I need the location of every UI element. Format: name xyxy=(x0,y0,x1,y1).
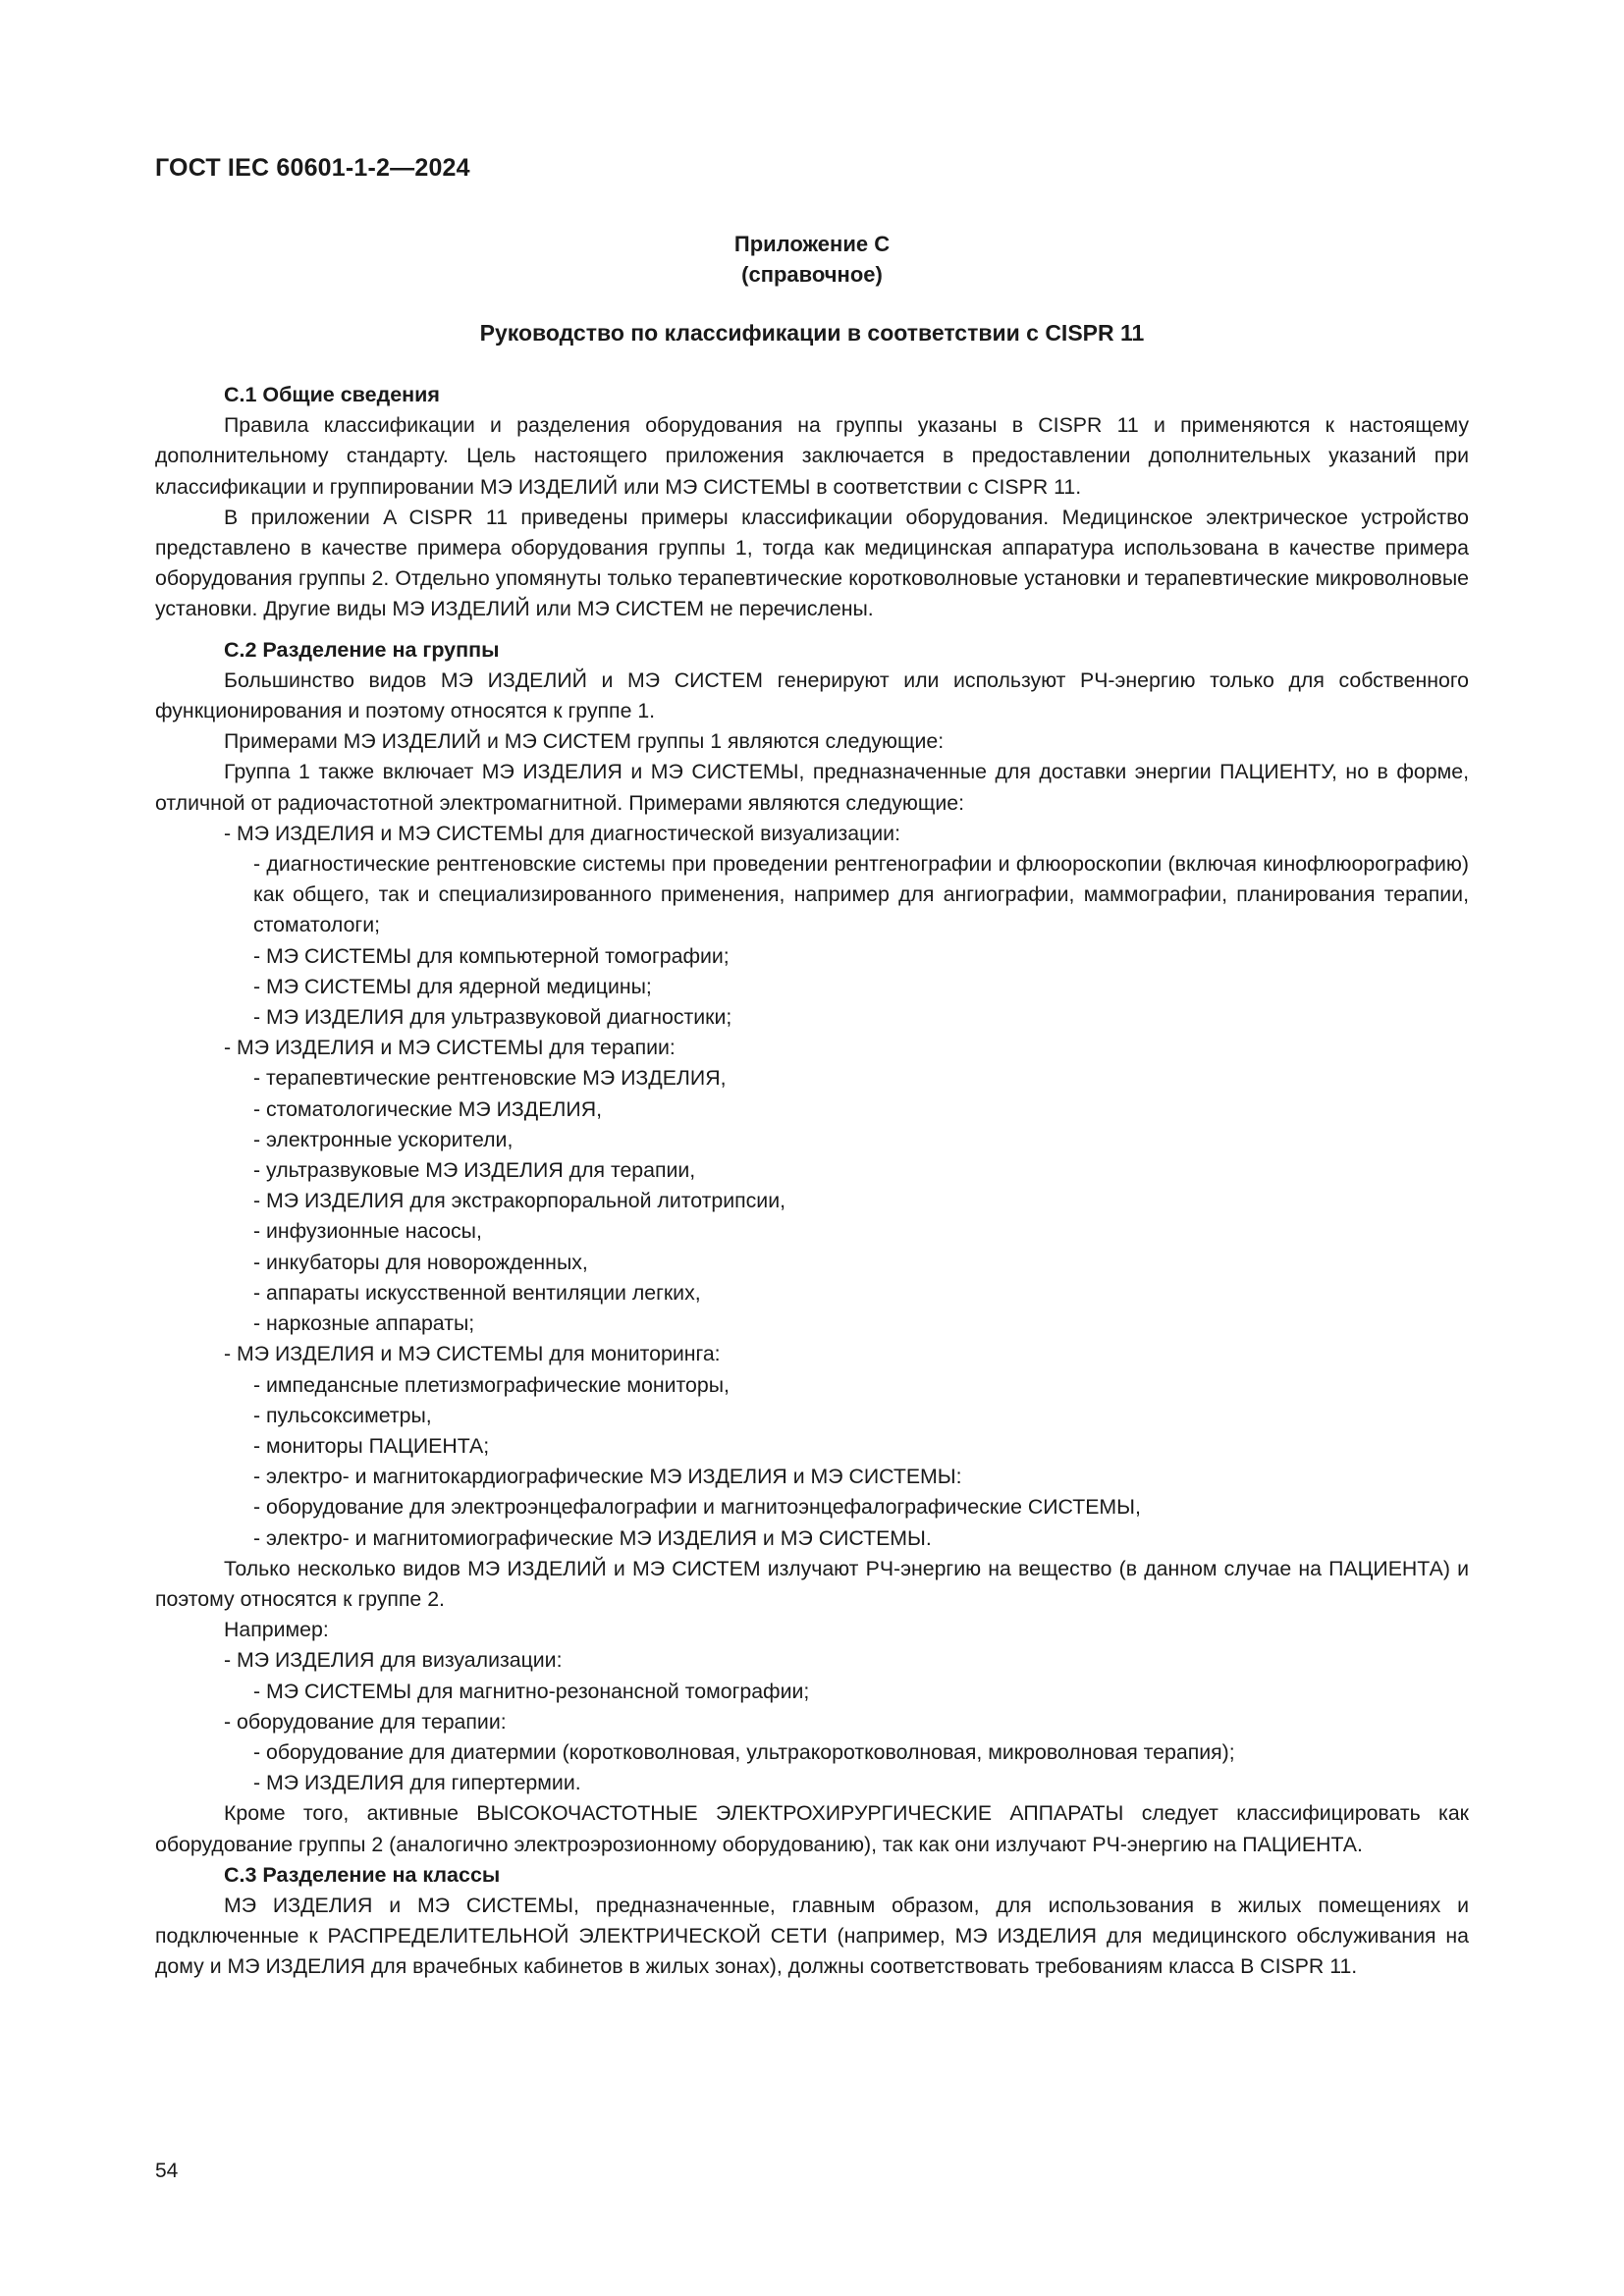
list-label: - МЭ ИЗДЕЛИЯ и МЭ СИСТЕМЫ для терапии: xyxy=(224,1036,676,1060)
list-item: - стоматологические МЭ ИЗДЕЛИЯ, xyxy=(253,1096,603,1121)
paragraph: Только несколько видов МЭ ИЗДЕЛИЙ и МЭ СИСТЕМ излучают РЧ-энергию на вещество (в данном случае на ПАЦИЕНТА) и поэтому относятся к группе 2. xyxy=(155,1556,1469,1611)
list-item: - электро- и магнитокардиографические МЭ ИЗДЕЛИЯ и МЭ СИСТЕМЫ: xyxy=(253,1465,962,1489)
list-item: - наркозные аппараты; xyxy=(253,1311,475,1336)
section-c2-heading: C.2 Разделение на группы xyxy=(224,637,500,662)
list-item: - импедансные плетизмографические мониторы, xyxy=(253,1372,730,1397)
list-item: - МЭ ИЗДЕЛИЯ для экстракорпоральной литотрипсии, xyxy=(253,1189,786,1213)
list-item: - МЭ ИЗДЕЛИЯ для ультразвуковой диагностики; xyxy=(253,1005,732,1030)
paragraph: Кроме того, активные ВЫСОКОЧАСТОТНЫЕ ЭЛЕКТРОХИРУРГИЧЕСКИЕ АППАРАТЫ следует классифицировать как оборудование группы 2 (аналогично электроэрозионному оборудованию), так как они излучают РЧ-энергию на ПАЦИЕНТА. xyxy=(155,1801,1469,1856)
list-item: - оборудование для электроэнцефалографии и магнитоэнцефалографические СИСТЕМЫ, xyxy=(253,1495,1141,1520)
section-c3-heading: C.3 Разделение на классы xyxy=(224,1862,501,1887)
list-item: - МЭ СИСТЕМЫ для ядерной медицины; xyxy=(253,974,652,998)
paragraph: Примерами МЭ ИЗДЕЛИЙ и МЭ СИСТЕМ группы 1 являются следующие: xyxy=(224,729,945,754)
document-code: ГОСТ IEC 60601-1-2—2024 xyxy=(155,154,470,182)
list-item: - инкубаторы для новорожденных, xyxy=(253,1250,588,1274)
paragraph: В приложении A CISPR 11 приведены примеры классификации оборудования. Медицинское электрическое устройство представлено в качестве примера оборудования группы 1, тогда как медицинская аппаратура использована в качестве примера оборудования группы 2. Отдельно упомянуты только терапевтические коротковолновые установки и терапевтические микроволновые установки. Другие виды МЭ ИЗДЕЛИЙ или МЭ СИСТЕМ не перечислены. xyxy=(155,505,1469,621)
annex-title: Руководство по классификации в соответствии с CISPR 11 xyxy=(479,320,1145,346)
list-item: - диагностические рентгеновские системы при проведении рентгенографии и флюороскопии (включая кинофлюорографию) как общего, так и специализированного применения, например для ангиографии, маммографии, планирования терапии, стоматологи; xyxy=(253,852,1469,937)
list-item: - мониторы ПАЦИЕНТА; xyxy=(253,1433,490,1458)
list-label: - МЭ ИЗДЕЛИЯ и МЭ СИСТЕМЫ для диагностической визуализации: xyxy=(224,821,900,845)
list-item: - МЭ СИСТЕМЫ для магнитно-резонансной томографии; xyxy=(253,1679,810,1703)
list-item: - ультразвуковые МЭ ИЗДЕЛИЯ для терапии, xyxy=(253,1158,696,1183)
list-label: - МЭ ИЗДЕЛИЯ для визуализации: xyxy=(224,1648,563,1673)
paragraph: МЭ ИЗДЕЛИЯ и МЭ СИСТЕМЫ, предназначенные, главным образом, для использования в жилых помещениях и подключенные к РАСПРЕДЕЛИТЕЛЬНОЙ ЭЛЕКТРИЧЕСКОЙ СЕТИ (например, МЭ ИЗДЕЛИЯ для медицинского обслуживания на дому и МЭ ИЗДЕЛИЯ для врачебных кабинетов в жилых зонах), должны соответствовать требованиям класса B CISPR 11. xyxy=(155,1893,1469,1979)
annex-heading xyxy=(0,229,1624,290)
list-item: - терапевтические рентгеновские МЭ ИЗДЕЛИЯ, xyxy=(253,1066,727,1091)
list-label: - МЭ ИЗДЕЛИЯ и МЭ СИСТЕМЫ для мониторинга: xyxy=(224,1342,721,1366)
list-item: - МЭ СИСТЕМЫ для компьютерной томографии; xyxy=(253,943,730,968)
paragraph: Большинство видов МЭ ИЗДЕЛИЙ и МЭ СИСТЕМ генерируют или используют РЧ-энергию только для собственного функционирования и поэтому относятся к группе 1. xyxy=(155,667,1469,723)
list-label: - оборудование для терапии: xyxy=(224,1709,507,1734)
annex-type: (справочное) xyxy=(741,262,883,287)
paragraph: Правила классификации и разделения оборудования на группы указаны в CISPR 11 и применяются к настоящему дополнительному стандарту. Цель настоящего приложения заключается в предоставлении дополнительных указаний при классификации и группировании МЭ ИЗДЕЛИЙ или МЭ СИСТЕМЫ в соответствии с CISPR 11. xyxy=(155,413,1469,499)
page-number: 54 xyxy=(155,2160,179,2182)
annex-label: Приложение C xyxy=(733,232,891,256)
paragraph: Например: xyxy=(224,1618,329,1642)
list-item: - МЭ ИЗДЕЛИЯ для гипертермии. xyxy=(253,1771,581,1795)
list-item: - инфузионные насосы, xyxy=(253,1219,482,1244)
list-item: - пульсоксиметры, xyxy=(253,1403,432,1427)
section-c1-heading: C.1 Общие сведения xyxy=(224,383,440,406)
list-item: - электро- и магнитомиографические МЭ ИЗДЕЛИЯ и МЭ СИСТЕМЫ. xyxy=(253,1525,932,1550)
list-item: - аппараты искусственной вентиляции легких, xyxy=(253,1280,701,1305)
document-body xyxy=(155,380,1469,1983)
paragraph: Группа 1 также включает МЭ ИЗДЕЛИЯ и МЭ СИСТЕМЫ, предназначенные для доставки энергии ПАЦИЕНТУ, но в форме, отличной от радиочастотной электромагнитной. Примерами являются следующие: xyxy=(155,760,1469,815)
list-item: - оборудование для диатермии (коротковолновая, ультракоротковолновая, микроволновая терапия); xyxy=(253,1739,1235,1764)
list-item: - электронные ускорители, xyxy=(253,1127,514,1151)
